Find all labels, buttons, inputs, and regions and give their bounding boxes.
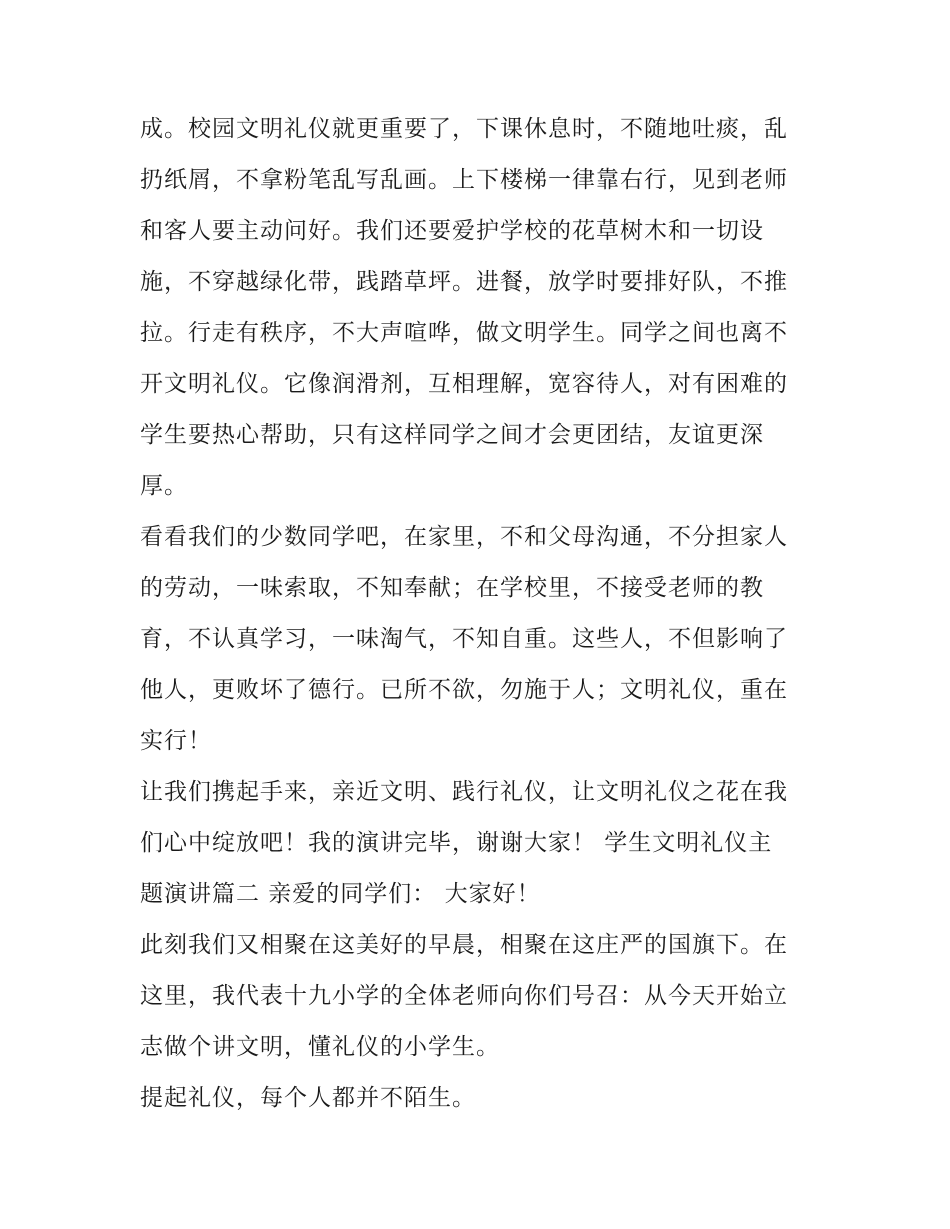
text-line: 和客人要主动问好。我们还要爱护学校的花草树木和一切设 [140, 218, 764, 244]
text-line: 志做个讲文明，懂礼仪的小学生。 [140, 1034, 500, 1060]
text-line: 成。校园文明礼仪就更重要了，下课休息时，不随地吐痰，乱 [140, 116, 788, 142]
text-line: 此刻我们又相聚在这美好的早晨，相聚在这庄严的国旗下。在 [140, 932, 788, 958]
text-line: 的劳动，一味索取，不知奉献；在学校里，不接受老师的教 [140, 575, 764, 601]
text-line: 育，不认真学习，一味淘气，不知自重。这些人，不但影响了 [140, 626, 788, 652]
text-line: 拉。行走有秩序，不大声喧哗，做文明学生。同学之间也离不 [140, 320, 788, 346]
text-line: 提起礼仪，每个人都并不陌生。 [140, 1085, 476, 1111]
text-line: 题演讲篇二 亲爱的同学们： 大家好！ [140, 881, 541, 907]
text-line: 施，不穿越绿化带，践踏草坪。进餐，放学时要排好队，不推 [140, 269, 788, 295]
text-line: 实行！ [140, 728, 212, 754]
text-line: 们心中绽放吧！我的演讲完毕，谢谢大家！ 学生文明礼仪主 [140, 830, 773, 856]
text-line: 看看我们的少数同学吧，在家里，不和父母沟通，不分担家人 [140, 524, 788, 550]
text-line: 厚。 [140, 473, 188, 499]
text-line: 扔纸屑，不拿粉笔乱写乱画。上下楼梯一律靠右行，见到老师 [140, 167, 788, 193]
text-line: 这里，我代表十九小学的全体老师向你们号召：从今天开始立 [140, 983, 788, 1009]
text-line: 学生要热心帮助，只有这样同学之间才会更团结，友谊更深 [140, 422, 764, 448]
text-line: 他人，更败坏了德行。已所不欲，勿施于人；文明礼仪，重在 [140, 677, 788, 703]
text-line: 让我们携起手来，亲近文明、践行礼仪，让文明礼仪之花在我 [140, 779, 788, 805]
document-body [140, 104, 820, 1124]
text-line: 开文明礼仪。它像润滑剂，互相理解，宽容待人，对有困难的 [140, 371, 788, 397]
